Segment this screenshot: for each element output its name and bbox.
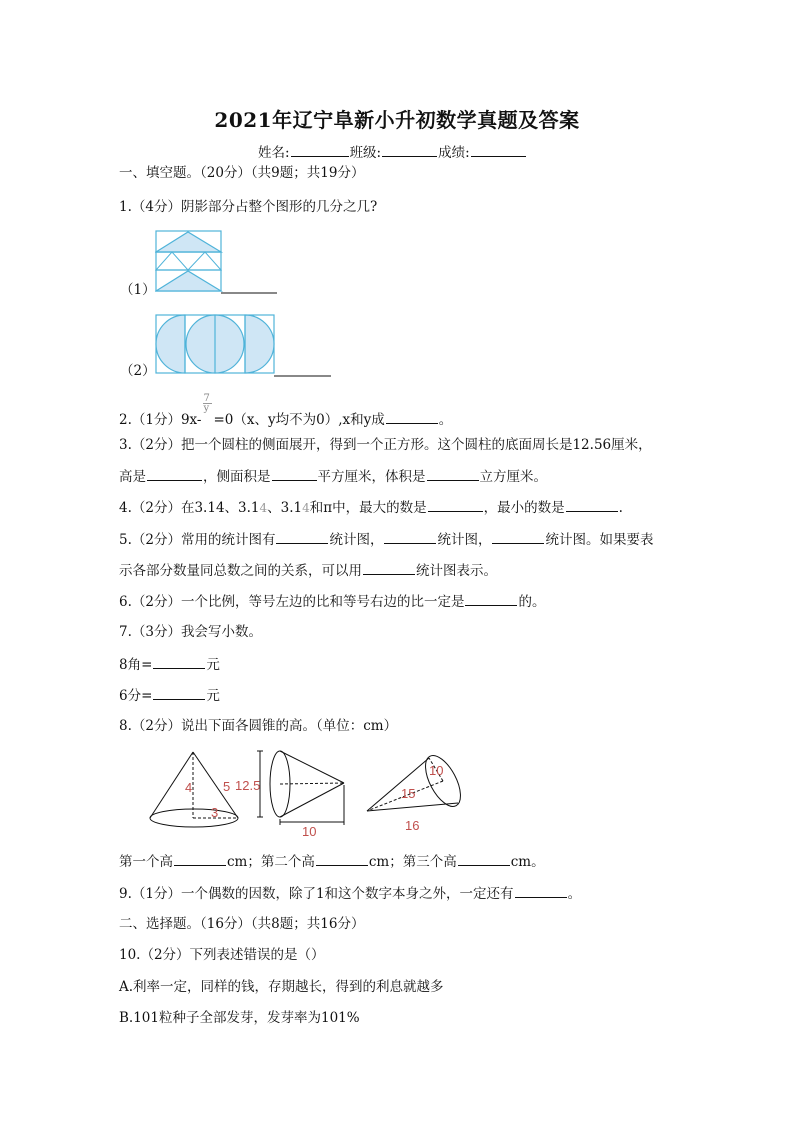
cone-1-slant-label: 5 xyxy=(223,779,231,794)
q3-text-c: 平方厘米，体积是 xyxy=(317,469,426,485)
q8-blank-2 xyxy=(316,852,368,866)
q3-text-a: 高是 xyxy=(119,469,146,485)
q7-row-2-label: 6分= xyxy=(119,688,153,704)
section-1-heading: 一、填空题。（20分）（共9题；共19分） xyxy=(119,165,365,181)
q2-fraction-numerator: 7 xyxy=(203,393,210,404)
q3-blank-1 xyxy=(147,467,202,481)
name-label: 姓名: xyxy=(258,145,290,161)
question-10-text: 10.（2分）下列表述错误的是（） xyxy=(119,947,325,963)
q9-text-a: 9.（1分）一个偶数的因数，除了1和这个数字本身之外，一定还有 xyxy=(119,886,514,902)
section-2-heading: 二、选择题。（16分）（共8题；共16分） xyxy=(119,916,365,932)
score-blank xyxy=(471,143,526,157)
q7-row-1-unit: 元 xyxy=(206,657,220,673)
question-7-text: 7.（3分）我会写小数。 xyxy=(119,624,262,640)
name-blank xyxy=(291,143,349,157)
q4-blank-1 xyxy=(428,498,483,512)
q5-blank-3 xyxy=(492,530,544,544)
cone-3-slant-label: 16 xyxy=(405,818,420,833)
q4-text-f: ，最小的数是 xyxy=(483,500,565,516)
question-2-text xyxy=(119,393,453,429)
q5-text-e: 示各部分数量同总数之间的关系，可以用 xyxy=(119,563,362,579)
q2-blank xyxy=(386,410,438,424)
q5-blank-4 xyxy=(363,561,415,575)
q5-text-b: 统计图， xyxy=(329,532,384,548)
q4-repeat-digit-1: 4 xyxy=(259,501,268,515)
q3-blank-3 xyxy=(427,467,479,481)
q1-figure-1 xyxy=(155,229,280,297)
q8-text-c: cm；第三个高 xyxy=(368,854,457,870)
q5-blank-1 xyxy=(276,530,328,544)
question-5-line-1 xyxy=(119,530,653,549)
q7-row-2-unit: 元 xyxy=(206,688,220,704)
q6-text-a: 6.（2分）一个比例，等号左边的比和等号右边的比一定是 xyxy=(119,594,465,610)
q3-blank-2 xyxy=(272,467,317,481)
q5-text-f: 统计图表示。 xyxy=(416,563,497,579)
q1-part1-label: （1） xyxy=(120,282,156,298)
q3-text-b: ，侧面积是 xyxy=(203,469,271,485)
q5-blank-2 xyxy=(384,530,436,544)
cone-1 xyxy=(150,752,238,827)
q2-fraction xyxy=(202,393,214,424)
q10-option-b: B.101粒种子全部发芽，发芽率为101% xyxy=(119,1010,360,1026)
q8-blank-1 xyxy=(174,852,226,866)
q7-blank-2 xyxy=(153,686,205,700)
q7-row-1-label: 8角= xyxy=(119,657,153,673)
q4-text-a: 4.（2分）在3.14、3.1 xyxy=(119,500,260,516)
question-3-line-1: 3.（2分）把一个圆柱的侧面展开，得到一个正方形。这个圆柱的底面周长是12.56厘米， xyxy=(119,437,652,453)
q1-part2-label: （2） xyxy=(120,363,156,379)
question-3-line-2 xyxy=(119,467,547,486)
q4-text-g: . xyxy=(618,500,623,516)
question-1-text: 1.（4分）阴影部分占整个图形的几分之几? xyxy=(119,199,378,215)
q9-blank xyxy=(515,884,567,898)
class-blank xyxy=(382,143,437,157)
q8-cones-figure xyxy=(145,745,475,840)
q4-blank-2 xyxy=(566,498,618,512)
cone-2-height-label: 10 xyxy=(302,824,317,839)
q7-blank-1 xyxy=(153,655,205,669)
q7-row-1 xyxy=(119,655,220,674)
q8-blank-3 xyxy=(458,852,510,866)
q8-text-b: cm；第二个高 xyxy=(227,854,315,870)
q5-text-c: 统计图， xyxy=(437,532,492,548)
question-5-line-2 xyxy=(119,561,497,580)
cone-3-radius-label: 10 xyxy=(429,763,444,778)
q7-row-2 xyxy=(119,686,220,705)
cone-3-height-label: 15 xyxy=(401,786,416,801)
page-title: 2021年辽宁阜新小升初数学真题及答案 xyxy=(214,108,580,132)
q2-fraction-denominator: y xyxy=(203,403,210,414)
cone-2 xyxy=(235,751,344,839)
q8-text-a: 第一个高 xyxy=(119,854,173,870)
q1-figure-2 xyxy=(155,313,335,379)
q2-end: 。 xyxy=(438,412,453,428)
student-info-line xyxy=(258,141,527,161)
score-label: 成绩: xyxy=(438,145,470,161)
question-8-text: 8.（2分）说出下面各圆锥的高。（单位：cm） xyxy=(119,718,398,734)
cone-2-diameter-label: 12.5 xyxy=(235,778,261,793)
question-4-text xyxy=(119,498,623,517)
q2-prefix: 2.（1分）9x- xyxy=(119,412,202,428)
cone-1-height-label: 4 xyxy=(185,780,193,795)
q4-repeat-digit-2: 4 xyxy=(302,501,310,515)
cone-1-radius-label: 3 xyxy=(211,805,219,820)
q5-text-a: 5.（2分）常用的统计图有 xyxy=(119,532,276,548)
q3-text-d: 立方厘米。 xyxy=(479,469,547,485)
class-label: 班级: xyxy=(349,145,382,161)
q10-option-a: A.利率一定，同样的钱，存期越长，得到的利息就越多 xyxy=(119,979,444,995)
question-6-text xyxy=(119,592,545,611)
q8-text-d: cm。 xyxy=(510,854,545,870)
q8-answer-line xyxy=(119,852,545,871)
q5-text-d: 统计图。如果要表 xyxy=(545,532,654,548)
q4-text-c: 、3.1 xyxy=(267,500,303,516)
question-9-text xyxy=(119,884,581,903)
q4-text-e: 和π中，最大的数是 xyxy=(309,500,427,516)
q6-blank xyxy=(465,592,517,606)
q2-suffix: =0（x、y均不为0）,x和y成 xyxy=(213,412,385,428)
q9-text-b: 。 xyxy=(567,886,582,902)
cone-3 xyxy=(367,750,468,833)
q6-text-b: 的。 xyxy=(518,594,546,610)
